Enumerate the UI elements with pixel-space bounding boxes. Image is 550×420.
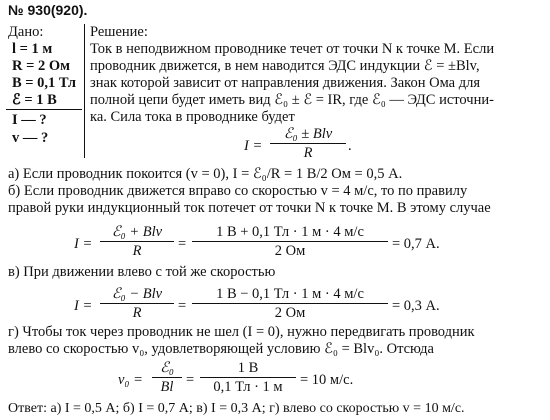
given-B: B = 0,1 Тл <box>12 75 77 91</box>
given-divider <box>6 109 82 110</box>
formula-g-numerator-1: ℰ₀ <box>160 360 174 376</box>
formula-b-equals: = <box>178 236 187 252</box>
formula-main-numerator: ℰ₀ ± Blv <box>283 126 333 142</box>
formula-main-fraction <box>270 126 346 161</box>
solution-header: Решение: <box>90 24 148 40</box>
case-v-line: в) При движении влево с той же скоростью <box>8 264 276 280</box>
case-b-line-1: б) Если проводник движется вправо со скоростью v = 4 м/с, то по правилу <box>8 183 468 199</box>
formula-g-numerator-2: 1 В <box>237 360 259 376</box>
formula-g-fraction-1 <box>152 360 182 395</box>
unknown-I: I — ? <box>12 112 47 128</box>
case-b-line-2: правой руки индукционный ток потечет от точки N к точке M. В этому случае <box>8 200 491 216</box>
formula-b-lhs: I = <box>74 236 93 252</box>
answer-line: Ответ: а) I = 0,5 А; б) I = 0,7 А; в) I = 0,3 А; г) влево со скоростью v = 10 м/с. <box>8 401 465 416</box>
formula-b-fraction-2 <box>192 224 388 259</box>
formula-g-lhs: v₀ = <box>118 372 143 388</box>
given-solution-separator <box>84 24 85 158</box>
solution-line-4: полной цепи будет иметь вид ℰ₀ ± ℰ = IR, где ℰ₀ — ЭДС источни- <box>90 92 494 108</box>
problem-title: № 930(920). <box>8 2 88 18</box>
formula-v-result: = 0,3 А. <box>392 298 440 314</box>
fraction-bar <box>192 241 388 242</box>
solution-line-3: знак которой зависит от направления движения. Закон Ома для <box>90 75 480 91</box>
fraction-bar <box>152 377 182 378</box>
unknown-v: v — ? <box>12 130 49 146</box>
formula-main-tail: . <box>348 138 352 154</box>
formula-g-fraction-2 <box>200 360 296 395</box>
solution-line-5: ка. Сила тока в проводнике будет <box>90 109 295 125</box>
fraction-bar <box>100 303 174 304</box>
case-g-line-2: влево со скоростью v₀, удовлетворяющей условию ℰ₀ = Blv₀. Отсюда <box>8 341 434 357</box>
fraction-bar <box>192 303 388 304</box>
formula-v-fraction-2 <box>192 286 388 321</box>
formula-v-numerator-2: 1 В − 0,1 Тл · 1 м · 4 м/с <box>216 286 364 302</box>
case-a-line: а) Если проводник покоится (v = 0), I = ℰ₀/R = 1 В/2 Ом = 0,5 А. <box>8 166 403 182</box>
formula-v-numerator-1: ℰ₀ − Blv <box>111 286 163 302</box>
formula-b-numerator-2: 1 В + 0,1 Тл · 1 м · 4 м/с <box>216 224 364 240</box>
given-l: l = 1 м <box>12 41 53 57</box>
fraction-bar <box>200 377 296 378</box>
solution-line-2: проводник движется, в нем наводится ЭДС индукции ℰ = ±Blv, <box>90 58 480 74</box>
formula-b-denominator-1: R <box>132 243 142 259</box>
given-header: Дано: <box>8 24 44 40</box>
formula-b-numerator-1: ℰ₀ + Blv <box>111 224 163 240</box>
formula-g-denominator-2: 0,1 Тл · 1 м <box>213 379 283 395</box>
formula-b-result: = 0,7 А. <box>392 236 440 252</box>
formula-v-denominator-2: 2 Ом <box>274 305 306 321</box>
formula-main-denominator: R <box>303 145 313 161</box>
formula-main-lhs: I = <box>244 138 263 154</box>
solution-line-1: Ток в неподвижном проводнике течет от точки N к точке M. Если <box>90 41 495 57</box>
formula-b-denominator-2: 2 Ом <box>274 243 306 259</box>
formula-v-denominator-1: R <box>132 305 142 321</box>
formula-b-fraction-1 <box>100 224 174 259</box>
formula-g-denominator-1: Bl <box>160 379 174 395</box>
fraction-bar <box>270 143 346 144</box>
formula-g-result: = 10 м/с. <box>300 372 354 388</box>
given-E0: ℰ = 1 В <box>12 92 57 108</box>
given-R: R = 2 Ом <box>12 58 71 74</box>
formula-v-lhs: I = <box>74 298 93 314</box>
formula-v-fraction-1 <box>100 286 174 321</box>
fraction-bar <box>100 241 174 242</box>
case-g-line-1: г) Чтобы ток через проводник не шел (I = 0), нужно передвигать проводник <box>8 324 475 340</box>
formula-v-equals: = <box>178 298 187 314</box>
formula-g-equals: = <box>186 372 195 388</box>
